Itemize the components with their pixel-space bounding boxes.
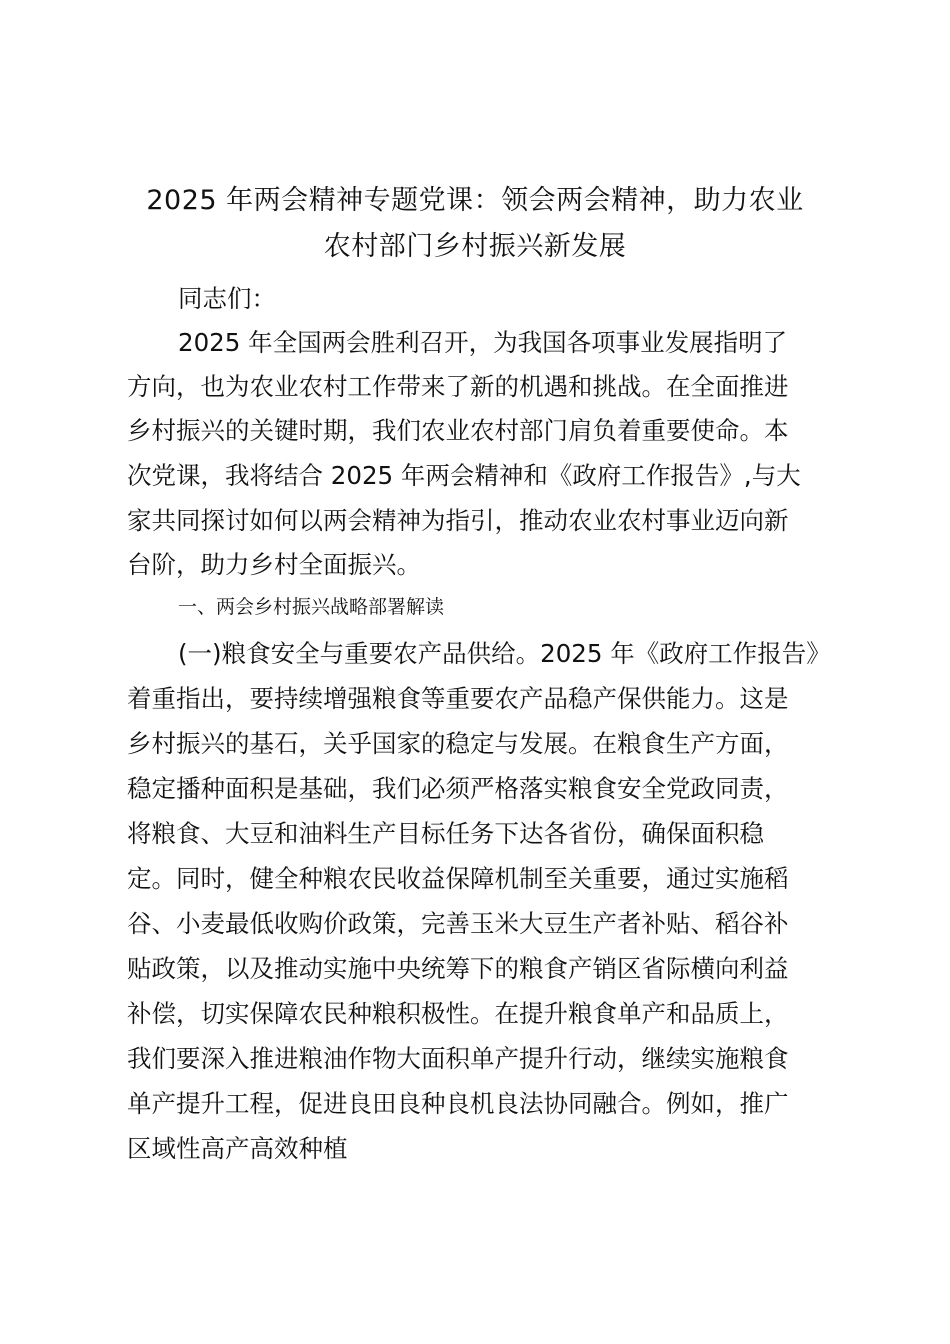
title-line-1: 2025 年两会精神专题党课：领会两会精神，助力农业 [146, 185, 804, 216]
body-line: 稳定播种面积是基础，我们必须严格落实粮食安全党政同责， [127, 774, 789, 803]
body-line: 定。同时，健全种粮农民收益保障机制至关重要，通过实施稻 [127, 864, 789, 893]
body-line: 贴政策，以及推动实施中央统筹下的粮食产销区省际横向利益 [127, 954, 789, 983]
intro-line: 次党课，我将结合 2025 年两会精神和《政府工作报告》,与大 [127, 461, 801, 490]
body-line: 谷、小麦最低收购价政策，完善玉米大豆生产者补贴、稻谷补 [127, 909, 789, 938]
document-title [120, 178, 830, 270]
body-line: 区域性高产高效种植 [127, 1134, 348, 1163]
body-line: 单产提升工程，促进良田良种良机良法协同融合。例如，推广 [127, 1089, 789, 1118]
salutation: 同志们： [178, 284, 276, 313]
body-line: (一)粮食安全与重要农产品供给。2025 年《政府工作报告》 [178, 639, 831, 668]
title-line-2: 农村部门乡村振兴新发展 [323, 231, 627, 262]
body-line: 着重指出，要持续增强粮食等重要农产品稳产保供能力。这是 [127, 684, 789, 713]
intro-line: 台阶，助力乡村全面振兴。 [127, 550, 421, 579]
body-line: 乡村振兴的基石，关乎国家的稳定与发展。在粮食生产方面， [127, 729, 789, 758]
body-line: 补偿，切实保障农民种粮积极性。在提升粮食单产和品质上， [127, 999, 789, 1028]
body-line: 将粮食、大豆和油料生产目标任务下达各省份，确保面积稳 [127, 819, 764, 848]
intro-line: 2025 年全国两会胜利召开，为我国各项事业发展指明了 [178, 328, 788, 357]
section-heading: 一、两会乡村振兴战略部署解读 [178, 596, 445, 618]
intro-line: 乡村振兴的关键时期，我们农业农村部门肩负着重要使命。本 [127, 416, 789, 445]
intro-line: 方向，也为农业农村工作带来了新的机遇和挑战。在全面推进 [127, 372, 789, 401]
intro-line: 家共同探讨如何以两会精神为指引，推动农业农村事业迈向新 [127, 506, 789, 535]
body-line: 我们要深入推进粮油作物大面积单产提升行动，继续实施粮食 [127, 1044, 789, 1073]
